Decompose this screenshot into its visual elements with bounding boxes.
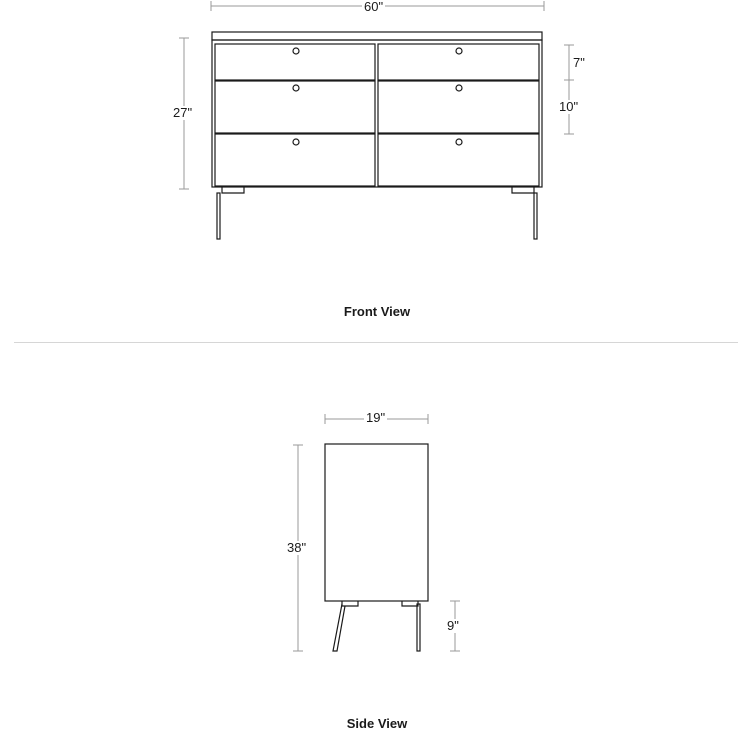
side-leg-left	[333, 604, 345, 651]
height-label: 27"	[173, 105, 193, 120]
front-view-caption: Front View	[343, 304, 411, 319]
side-view-caption: Side View	[346, 716, 408, 731]
leg-height-label: 9"	[447, 618, 459, 633]
width-label: 60"	[364, 0, 384, 14]
depth-label: 19"	[366, 410, 386, 425]
side-leg-right	[417, 604, 420, 651]
dresser-side	[325, 444, 428, 651]
lower-drawer-label: 10"	[559, 99, 579, 114]
side-leg-bracket-left	[342, 601, 358, 606]
top-drawer-label: 7"	[573, 55, 585, 70]
side-height-label: 38"	[287, 540, 307, 555]
side-leg-bracket-right	[402, 601, 418, 606]
